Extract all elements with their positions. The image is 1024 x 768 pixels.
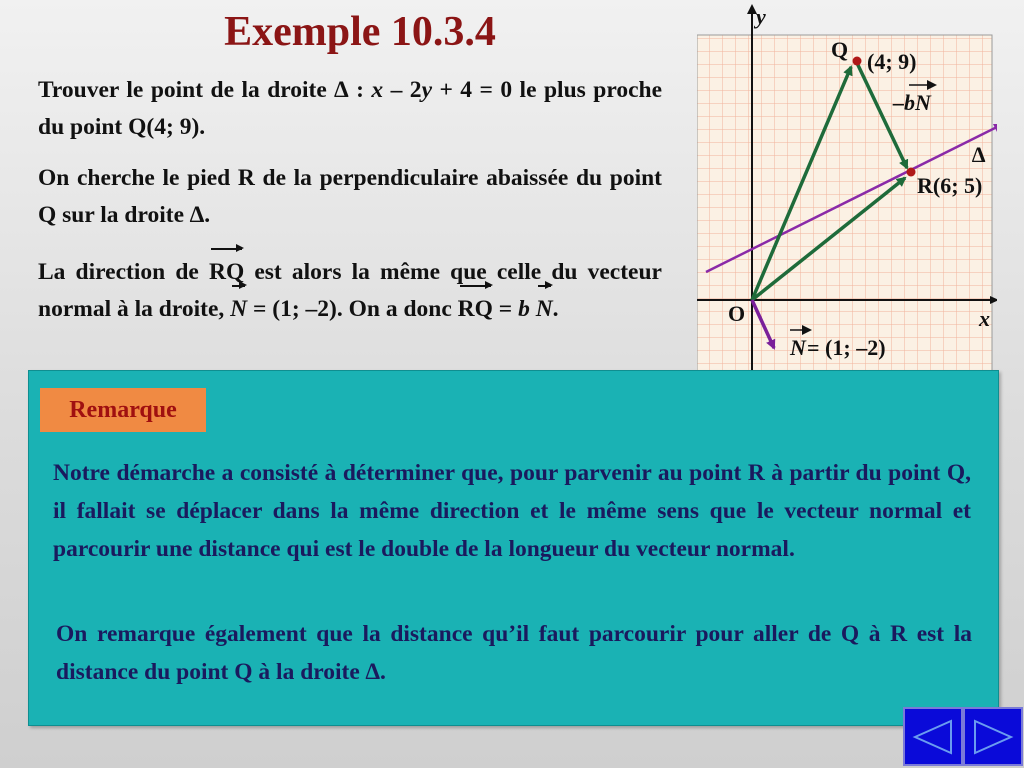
previous-slide-button[interactable]: [903, 707, 963, 766]
remark-text-2: On remarque également que la distance qu’il faut parcourir pour aller de Q à R est la distance du point Q à la droite ∆.: [56, 621, 972, 685]
next-arrow-icon: [971, 717, 1015, 757]
y-axis-label: y: [756, 4, 766, 29]
remark-label: Remarque: [40, 388, 206, 432]
remark-text-1: Notre démarche a consisté à déterminer que, pour parvenir au point R à partir du point Q, il fallait se déplacer dans la même direction et le même sens que le vecteur normal et parcourir une distance qui est le double de la longueur du vecteur normal.: [53, 460, 971, 562]
p3-text-c: = (1; –2). On a donc: [247, 296, 458, 322]
x-axis-arrow-icon: [990, 296, 997, 304]
vector-graph: [697, 0, 997, 372]
p3-text-a: La direction de: [38, 259, 209, 285]
delta-label: ∆: [972, 142, 986, 167]
p1-text-c: + 4 = 0 le plus proche du point Q(4; 9).: [38, 77, 663, 140]
origin-label: O: [728, 301, 746, 326]
slide-title: Exemple 10.3.4: [224, 9, 496, 55]
graph-svg: [697, 0, 997, 372]
point-q-letter: Q: [831, 37, 849, 62]
method-paragraph: On cherche le pied R de la perpendiculaire abaissée du point Q sur la droite ∆.: [38, 165, 662, 228]
point-q: [853, 57, 862, 66]
vector-n: N: [230, 291, 247, 328]
p1-var-y: y: [421, 77, 432, 103]
vector-rq-2: RQ: [458, 291, 493, 328]
p1-text-b: – 2: [383, 77, 422, 103]
p1-var-x: x: [371, 77, 384, 103]
x-axis-label: x: [979, 306, 990, 331]
p3-text-d: =: [492, 296, 519, 322]
minus-bn-label: –bN: [893, 90, 931, 115]
direction-paragraph: [38, 254, 662, 328]
point-r-label: R(6; 5): [917, 173, 983, 198]
vector-rq: RQ: [209, 254, 244, 291]
p3-end: .: [552, 296, 559, 322]
normal-n-value: = (1; –2): [807, 335, 886, 360]
scalar-b: b: [518, 296, 530, 322]
point-r: [907, 168, 916, 177]
previous-arrow-icon: [911, 717, 955, 757]
normal-n-letter: N: [790, 335, 806, 360]
p3-text-b: est alors la même que celle du vecteur normal à la droite,: [38, 259, 662, 322]
p1-text-a: Trouver le point de la droite ∆ :: [38, 77, 372, 103]
vector-n-2: N: [536, 291, 553, 328]
point-q-coord: (4; 9): [867, 49, 917, 74]
next-slide-button[interactable]: [963, 707, 1023, 766]
problem-statement: [38, 72, 662, 146]
